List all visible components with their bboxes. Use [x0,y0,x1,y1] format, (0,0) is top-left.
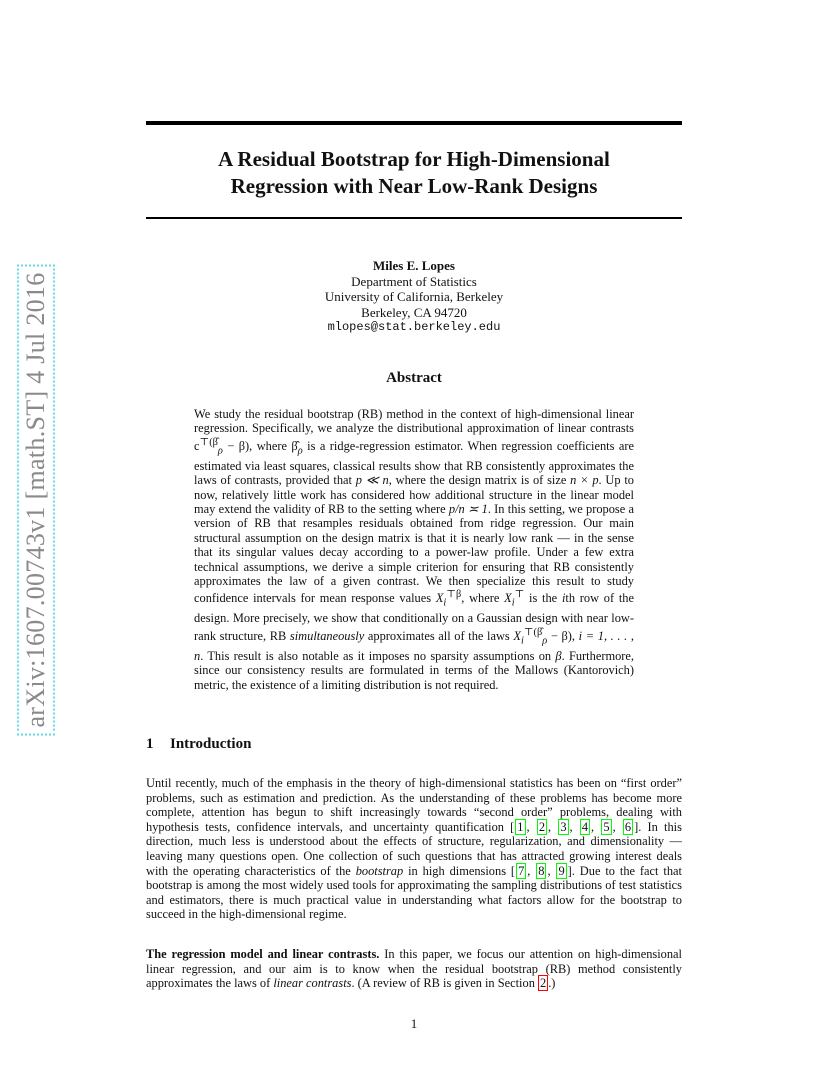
section-title: Introduction [170,736,252,752]
author-email[interactable]: mlopes@stat.berkeley.edu [327,320,501,334]
author-dept: Department of Statistics [351,273,477,289]
abstract-heading: Abstract [386,370,442,386]
arxiv-stamp: arXiv:1607.00743v1 [math.ST] 4 Jul 2016 [19,266,53,733]
citation-link[interactable]: 1 [517,819,524,834]
abstract-body: We study the residual bootstrap (RB) method in the context of high-dimensional linear regression. Specifically, we analyze the distributional approximation of linear contrasts $c^{⊤(\betâ}_\rho - \beta$), where $\betâ_\rho$ is a ridge-regression estimator. When regression coefficients are estimated via least squares, classical results show that RB consistently approximates the laws of contrasts, provided that p ≪ n, where the design matrix is of size n × p. Up to now, relatively little work has considered how additional structure in the linear model may extend the validity of RB to the setting where p/n ≍ 1. In this setting, we propose a version of RB that resamples residuals obtained from ridge regression. Our main structural assumption on the design matrix is that it is nearly low rank — in the sense that its singular values decay according to a power-law profile. Under a few extra technical assumptions, we derive a simple criterion for ensuring that RB consistently approximates the law of a given contrast. We then specialize this result to study confidence intervals for mean response values $X_i^{⊤\beta}$, where $X_i^⊤$ is the ith row of the design. More precisely, we show that conditionally on a Gaussian design with near low-rank structure, RB simultaneously approximates all of the laws $X_i^{⊤(\betâ}_\rho - \beta$), i = 1, . . . , n. This result is also notable as it imposes no sparsity assumptions on β. Furthermore, since our consistency results are formulated in terms of the Mallows (Kantorovich) metric, the existence of a limiting distribution is not required. [194,407,635,692]
citation-link[interactable]: 4 [581,819,589,834]
author-univ: University of California, Berkeley [324,289,504,304]
author-city: Berkeley, CA 94720 [361,304,467,320]
title-line-1: A Residual Bootstrap for High-Dimensional [218,147,610,171]
author-name: Miles E. Lopes [373,258,455,273]
section-number: 1 [146,736,154,752]
intro-paragraph-1: Until recently, much of the emphasis in the theory of high-dimensional statistics has been on “first order” problems, such as estimation and prediction. As the understanding of these problems has become more complete, attention has begun to shift increasingly towards “second order” problems, dealing with hypothesis tests, confidence intervals, and uncertainty quantification [ 1 , 2 , 3 , 4 , 5 , 6 ]. In this direction, much less is understood about the effects of structure, regularization, and dimensionality — leaving many questions open. One collection of such questions that has attracted growing interest deals with the operating characteristics of the bootstrap in high dimensions [ 7 , 8 , 9 ]. Due to the fact that bootstrap is among the most widely used tools for approximating the sampling distributions of test statistics and estimators, there is much practical value in understanding what factors allow for the bootstrap to succeed in the high-dimensional regime. [146,776,682,922]
citation-link[interactable]: 7 [518,863,525,878]
citation-link[interactable]: 9 [558,863,565,878]
citation-link[interactable]: 6 [624,819,632,834]
paragraph-lead: The regression model and linear contrasts. [146,947,380,961]
citation-link[interactable]: 5 [603,819,610,834]
citation-link[interactable]: 8 [538,863,545,878]
section-heading-introduction [146,736,251,753]
paper-title [146,146,682,200]
page-number: 1 [410,1016,418,1031]
intro-paragraph-2: The regression model and linear contrasts. In this paper, we focus our attention on high-dimensional linear regression, and our aim is to know when the residual bootstrap (RB) method consistently approximates the laws of linear contrasts. (A review of RB is given in Section 2 .) [146,947,682,991]
author-block [146,258,682,336]
section-reference-link[interactable]: 2 [540,976,547,991]
title-rule-bottom [146,217,682,219]
citation-link[interactable]: 3 [560,819,567,834]
title-line-2: Regression with Near Low-Rank Designs [230,174,598,198]
citation-link[interactable]: 2 [538,819,546,834]
title-rule-top [146,121,682,125]
